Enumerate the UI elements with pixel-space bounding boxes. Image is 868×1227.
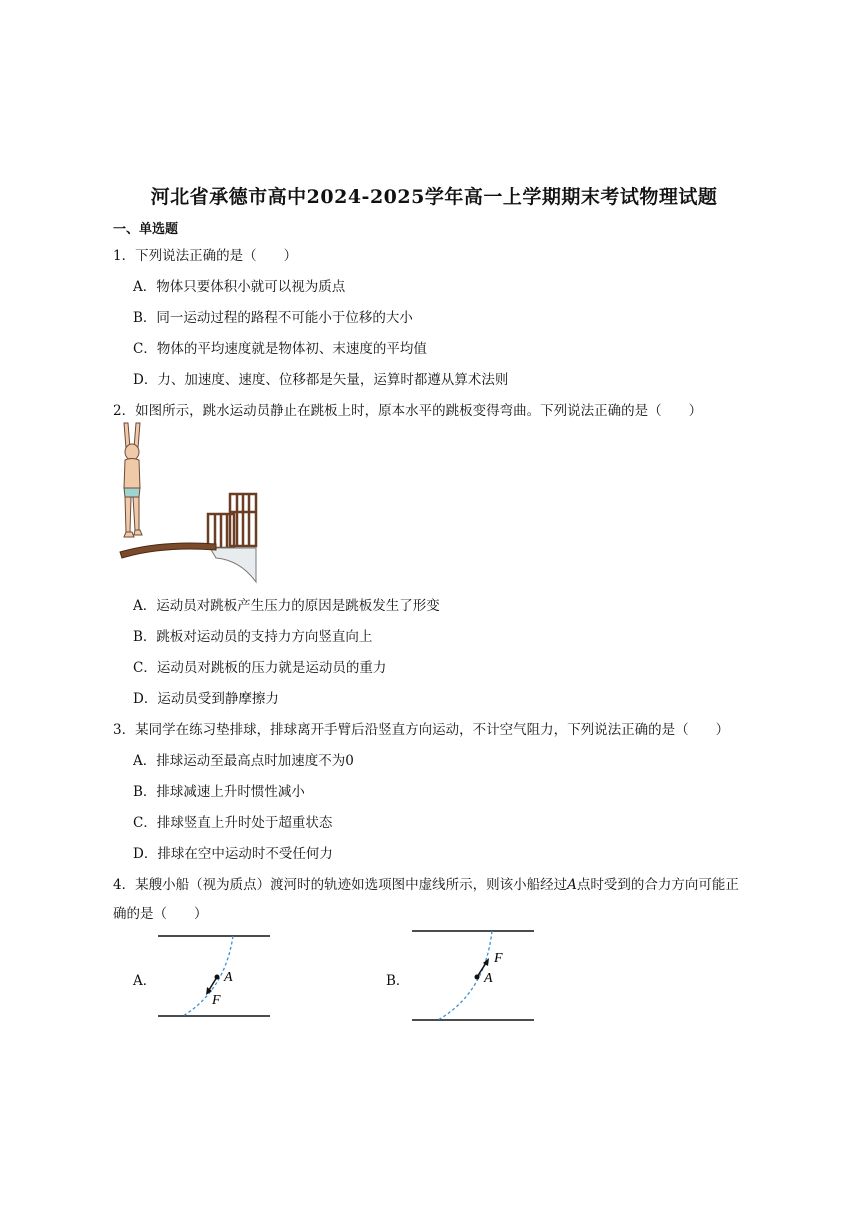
question-2-option-d: D．运动员受到静摩擦力	[133, 691, 279, 707]
board-support	[210, 548, 256, 582]
question-1-option-d: D．力、加速度、速度、位移都是矢量，运算时都遵从算术法则	[133, 372, 509, 388]
question-2-stem: 2．如图所示，跳水运动员静止在跳板上时，原本水平的跳板变得弯曲。下列说法正确的是（ ）	[113, 403, 703, 419]
diver-illustration	[124, 423, 142, 537]
question-4-point-label: A	[567, 877, 577, 893]
question-2-option-a: A．运动员对跳板产生压力的原因是跳板发生了形变	[133, 598, 440, 614]
question-4-option-a-figure	[155, 930, 275, 1025]
question-4-option-a-point: A	[224, 970, 233, 985]
question-4-option-b-figure	[410, 925, 540, 1025]
question-4-option-b-point: A	[484, 971, 493, 986]
question-3-option-a: A．排球运动至最高点时加速度不为0	[133, 753, 354, 769]
question-3-stem: 3．某同学在练习垫排球，排球离开手臂后沿竖直方向运动，不计空气阻力，下列说法正确的是（ ）	[113, 722, 730, 738]
question-1-stem: 1．下列说法正确的是（ ）	[113, 248, 298, 264]
diving-board	[120, 543, 216, 558]
question-4-option-b-force: F	[494, 951, 503, 966]
question-3-option-b: B．排球减速上升时惯性减小	[133, 784, 305, 800]
question-4-option-a-label: A．	[133, 973, 157, 989]
question-4-stem	[113, 873, 739, 893]
question-4-option-b-label: B．	[386, 973, 410, 989]
question-3-option-c: C．排球竖直上升时处于超重状态	[133, 815, 333, 831]
question-4-stem-part2: 点时受到的合力方向可能正	[576, 877, 739, 893]
question-4-stem-line2: 确的是（ ）	[113, 906, 208, 922]
page-title: 河北省承德市高中2024-2025学年高一上学期期末考试物理试题	[150, 186, 718, 208]
platform-railing	[208, 494, 256, 548]
question-1-option-a: A．物体只要体积小就可以视为质点	[133, 279, 346, 295]
question-2-option-b: B．跳板对运动员的支持力方向竖直向上	[133, 629, 373, 645]
question-4-stem-part1: 4．某艘小船（视为质点）渡河时的轨迹如选项图中虚线所示，则该小船经过	[113, 877, 568, 893]
section-heading: 一、单选题	[113, 222, 179, 237]
question-4-option-a-force: F	[212, 993, 221, 1008]
question-1-option-b: B．同一运动过程的路程不可能小于位移的大小	[133, 310, 413, 326]
question-3-option-d: D．排球在空中运动时不受任何力	[133, 846, 333, 862]
diving-board-figure	[112, 420, 272, 590]
question-1-option-c: C．物体的平均速度就是物体初、末速度的平均值	[133, 341, 427, 357]
question-2-option-c: C．运动员对跳板的压力就是运动员的重力	[133, 660, 387, 676]
